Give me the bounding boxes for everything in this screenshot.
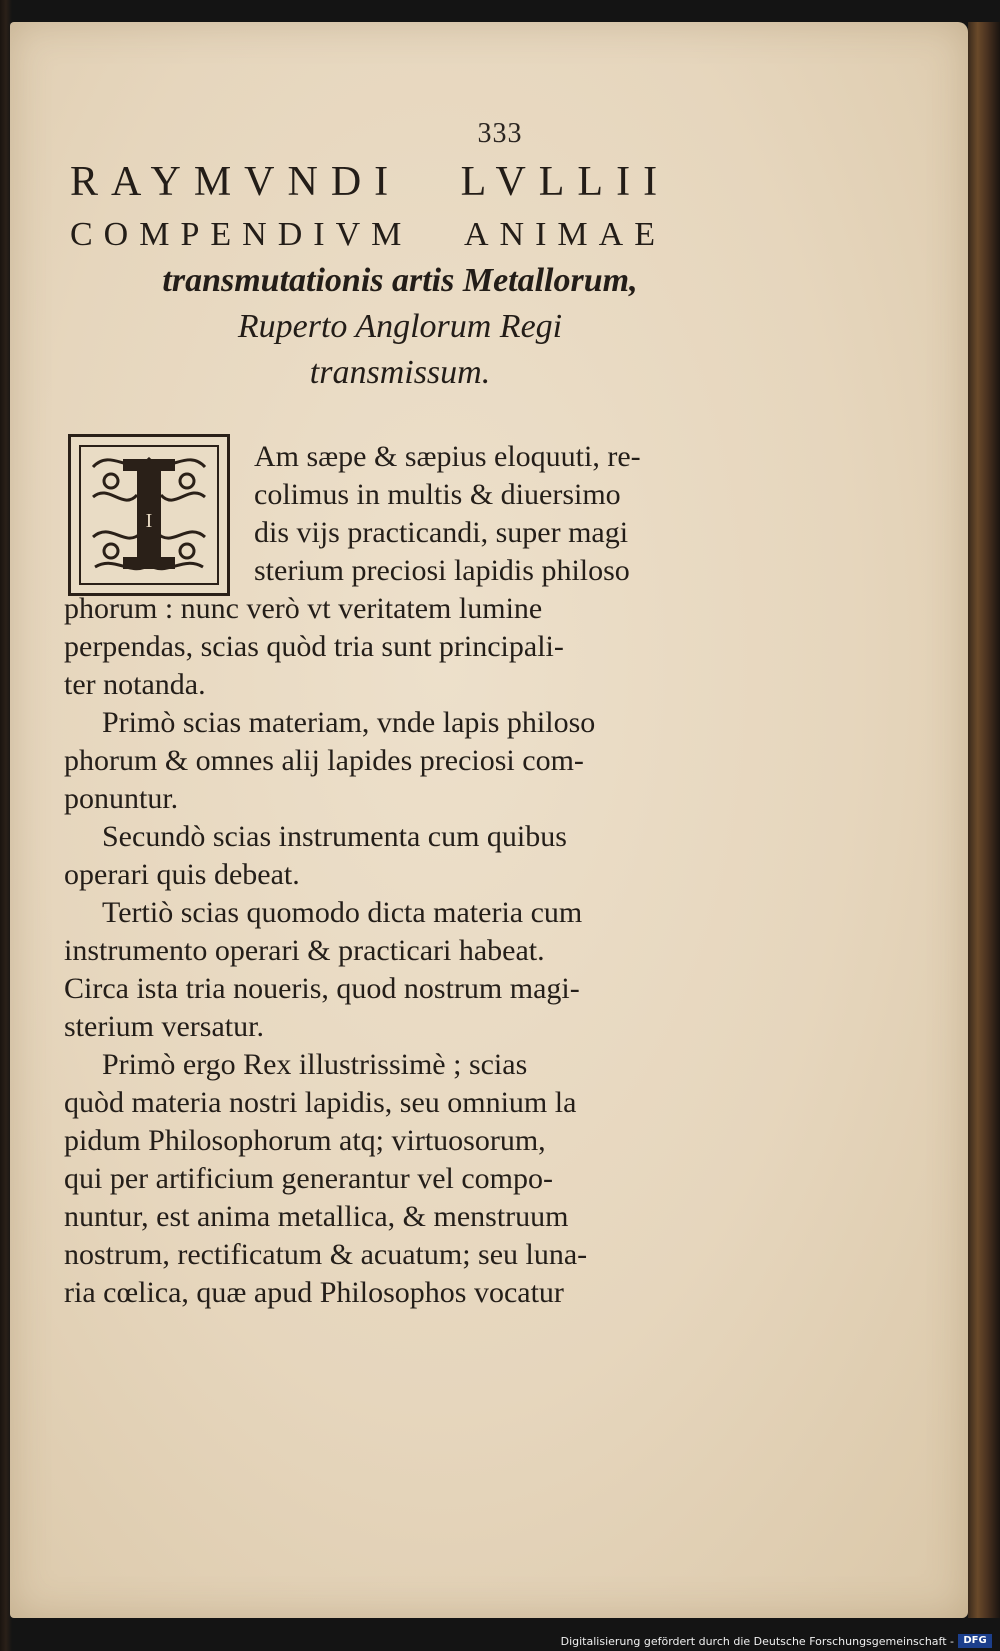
digitization-credit: Digitalisierung gefördert durch die Deutsche Forschungsgemeinschaft - bbox=[560, 1635, 954, 1648]
text-line: phorum & omnes alij lapides preciosi com- bbox=[64, 744, 584, 777]
text-line: ria cœlica, quæ apud Philosophos vocatur bbox=[64, 1276, 564, 1309]
title-line-2: Ruperto Anglorum Regi bbox=[237, 308, 563, 345]
text-line: nostrum, rectificatum & acuatum; seu luna- bbox=[64, 1238, 588, 1271]
text-line: nuntur, est anima metallica, & menstruum bbox=[64, 1200, 569, 1233]
text-line: ponuntur. bbox=[64, 782, 179, 815]
dfg-logo: DFG bbox=[958, 1634, 992, 1648]
author-heading: RAYMVNDI LVLLII bbox=[70, 159, 671, 205]
text-line: Am sæpe & sæpius eloquuti, re- bbox=[254, 440, 641, 473]
text-line: operari quis debeat. bbox=[64, 858, 300, 891]
title-line-3: transmissum. bbox=[309, 354, 491, 391]
text-line: ter notanda. bbox=[64, 668, 206, 701]
text-line: sterium versatur. bbox=[64, 1010, 264, 1043]
text-line: sterium preciosi lapidis philoso bbox=[254, 554, 630, 587]
text-line: Primò ergo Rex illustrissimè ; scias bbox=[102, 1048, 528, 1081]
text-line: perpendas, scias quòd tria sunt principali- bbox=[64, 630, 564, 663]
book-fore-edge bbox=[968, 22, 1000, 1618]
text-line: Circa ista tria noueris, quod nostrum magi- bbox=[64, 972, 580, 1005]
text-line: instrumento operari & practicari habeat. bbox=[64, 934, 545, 967]
text-line: qui per artificium generantur vel compo- bbox=[64, 1162, 553, 1195]
drop-cap-letter: I bbox=[145, 510, 153, 532]
text-line: Secundò scias instrumenta cum quibus bbox=[102, 820, 567, 853]
text-line: colimus in multis & diuersimo bbox=[254, 478, 621, 511]
text-line: Primò scias materiam, vnde lapis philoso bbox=[102, 706, 596, 739]
title-line-1: transmutationis artis Metallorum, bbox=[162, 262, 638, 299]
work-heading: COMPENDIVM ANIMAE bbox=[70, 216, 666, 253]
text-line: pidum Philosophorum atq; virtuosorum, bbox=[64, 1124, 546, 1157]
body-text bbox=[64, 438, 734, 1312]
page-number: 333 bbox=[477, 118, 523, 149]
text-line: phorum : nunc verò vt veritatem lumine bbox=[64, 592, 543, 625]
text-line: quòd materia nostri lapidis, seu omnium la bbox=[64, 1086, 577, 1119]
text-line: dis vijs practicandi, super magi bbox=[254, 516, 629, 549]
text-line: Tertiò scias quomodo dicta materia cum bbox=[102, 896, 583, 929]
